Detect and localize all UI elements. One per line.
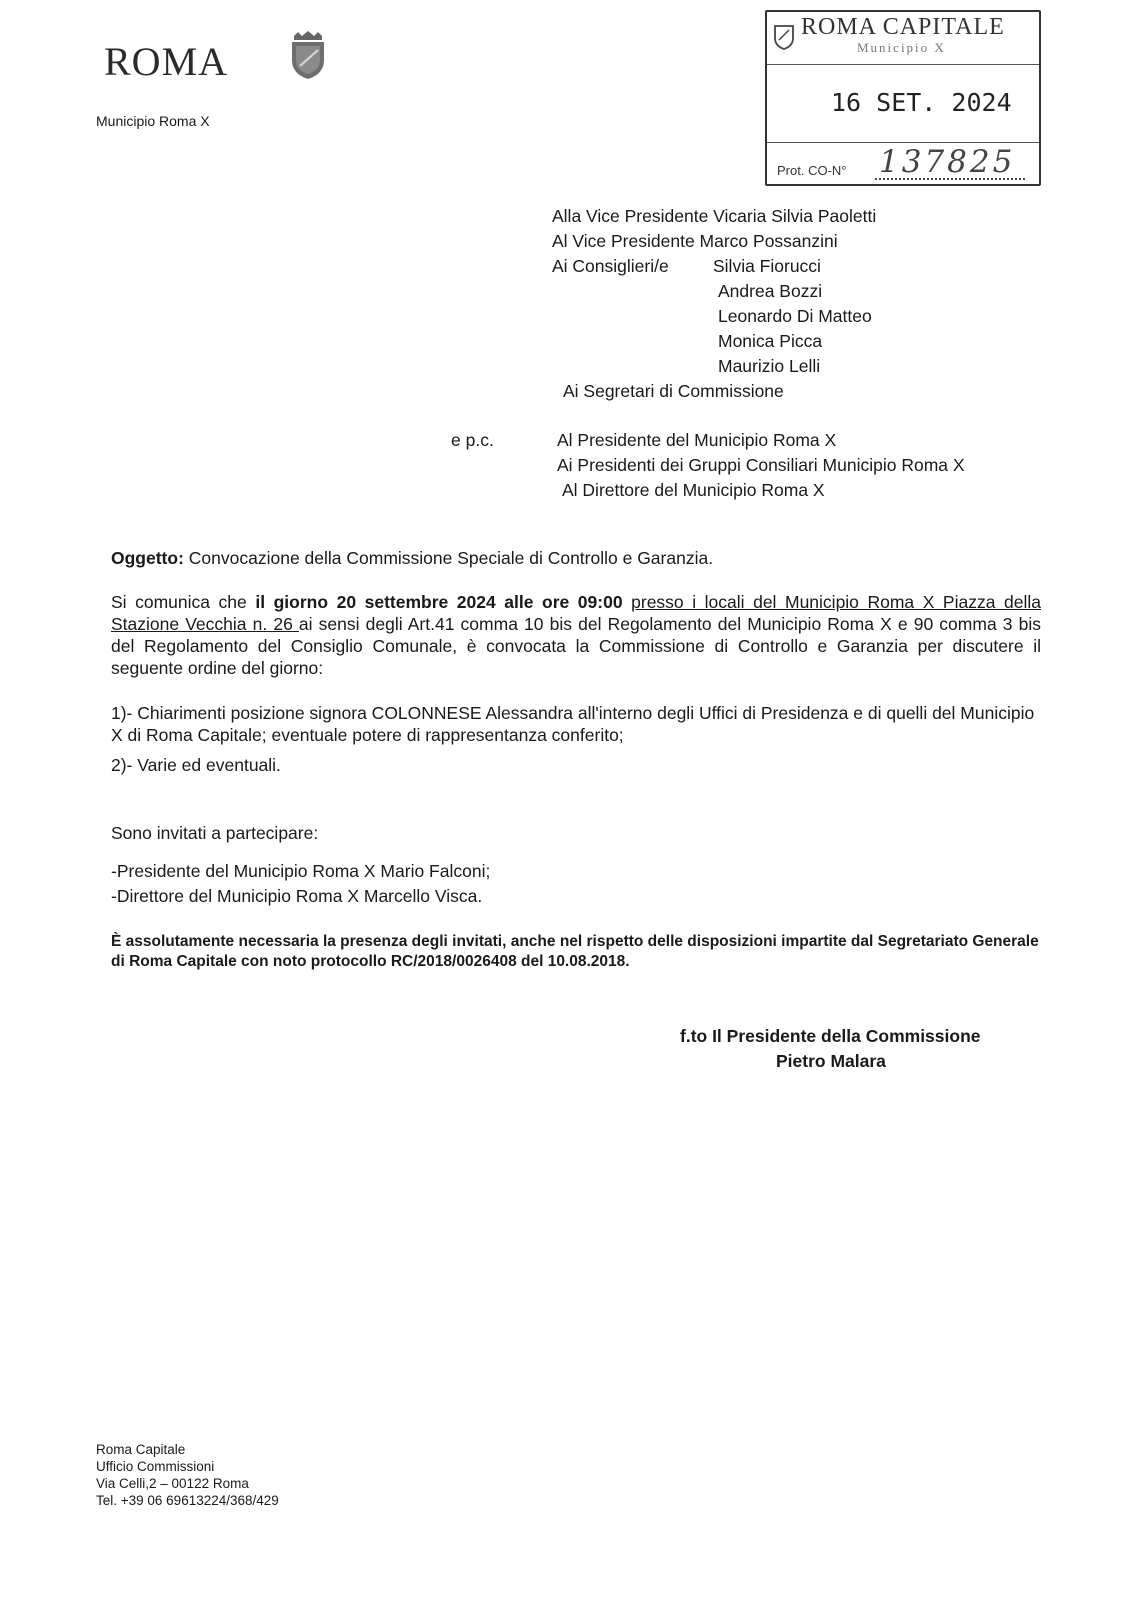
footer-line: Via Celli,2 – 00122 Roma bbox=[96, 1476, 249, 1491]
footer-line: Roma Capitale bbox=[96, 1442, 186, 1457]
stamp-dotted-line bbox=[875, 178, 1025, 180]
consigliere-name: Maurizio Lelli bbox=[718, 356, 821, 376]
stamp-subtitle: Municipio X bbox=[857, 40, 946, 55]
stamp-header bbox=[767, 12, 1039, 65]
municipio-label: Municipio Roma X bbox=[96, 113, 210, 129]
segretari-line: Ai Segretari di Commissione bbox=[563, 381, 784, 401]
convocation-paragraph bbox=[111, 591, 1041, 679]
signature-name: Pietro Malara bbox=[776, 1051, 886, 1071]
consiglieri-label: Ai Consiglieri/e bbox=[552, 256, 669, 276]
recipient-line: Al Vice Presidente Marco Possanzini bbox=[552, 231, 838, 251]
agenda-item-2 bbox=[111, 754, 281, 776]
stamp-prot-number: 137825 bbox=[879, 144, 1016, 180]
invited-intro: Sono invitati a partecipare: bbox=[111, 823, 319, 843]
stamp-divider bbox=[767, 142, 1039, 143]
stamp-date: 16 SET. 2024 bbox=[831, 88, 1012, 117]
cc-label: e p.c. bbox=[451, 430, 494, 450]
invited-item: -Direttore del Municipio Roma X Marcello Visca. bbox=[111, 886, 483, 906]
paragraph-text: Si comunica che bbox=[111, 592, 256, 612]
roma-crest-icon bbox=[288, 30, 328, 80]
consigliere-name: Andrea Bozzi bbox=[718, 281, 823, 301]
agenda-text: Varie ed eventuali. bbox=[137, 755, 281, 775]
agenda-text: Chiarimenti posizione signora COLONNESE Alessandra all'interno degli Uffici di Presidenza e di quelli del Municipio X di Roma Capitale; eventuale potere di rappresentanza conferito; bbox=[111, 703, 1035, 745]
meeting-date-time: il giorno 20 settembre 2024 alle ore 09:00 bbox=[255, 592, 623, 612]
stamp-title: ROMA CAPITALE bbox=[801, 14, 1005, 40]
protocol-stamp bbox=[765, 10, 1041, 186]
attendance-notice: È assolutamente necessaria la presenza degli invitati, anche nel rispetto delle disposizioni impartite dal Segretariato Generale di Roma Capitale con noto protocollo RC/2018/0026408 del 10.08.2018. bbox=[111, 933, 1039, 970]
roma-logo-text: ROMA bbox=[104, 39, 229, 84]
recipient-line: Alla Vice Presidente Vicaria Silvia Paoletti bbox=[552, 206, 877, 226]
agenda-number: 2)- bbox=[111, 755, 133, 775]
subject-line bbox=[111, 546, 713, 571]
footer-line: Tel. +39 06 69613224/368/429 bbox=[96, 1493, 279, 1508]
footer-address bbox=[96, 1441, 279, 1509]
cc-recipient: Ai Presidenti dei Gruppi Consiliari Municipio Roma X bbox=[557, 455, 965, 475]
subject-label: Oggetto: bbox=[111, 548, 184, 568]
paragraph-text: ai sensi degli Art.41 comma 10 bis del Regolamento del Municipio Roma X e 90 comma 3 bis del Regolamento del Consiglio Comunale, è convocata la Commissione di Controllo e Garanzia per discutere il seguente ordine del giorno: bbox=[111, 614, 1042, 678]
subject-text: Convocazione della Commissione Speciale di Controllo e Garanzia. bbox=[183, 548, 714, 568]
consigliere-name: Monica Picca bbox=[718, 331, 823, 351]
stamp-prot-label: Prot. CO-N° bbox=[777, 163, 847, 178]
meeting-location: presso i locali del Municipio Roma X Piazza della Stazione Vecchia n. 26 bbox=[111, 592, 1041, 634]
stamp-crest-icon bbox=[773, 22, 795, 50]
footer-line: Ufficio Commissioni bbox=[96, 1459, 215, 1474]
cc-recipient: Al Direttore del Municipio Roma X bbox=[562, 480, 825, 500]
agenda-item-1 bbox=[111, 702, 1041, 746]
consigliere-name: Silvia Fiorucci bbox=[713, 256, 821, 276]
invited-item: -Presidente del Municipio Roma X Mario Falconi; bbox=[111, 861, 491, 881]
consigliere-name: Leonardo Di Matteo bbox=[718, 306, 872, 326]
signature-title: f.to Il Presidente della Commissione bbox=[680, 1026, 981, 1046]
agenda-number: 1)- bbox=[111, 703, 133, 723]
cc-recipient: Al Presidente del Municipio Roma X bbox=[557, 430, 837, 450]
paragraph-space bbox=[623, 592, 632, 612]
